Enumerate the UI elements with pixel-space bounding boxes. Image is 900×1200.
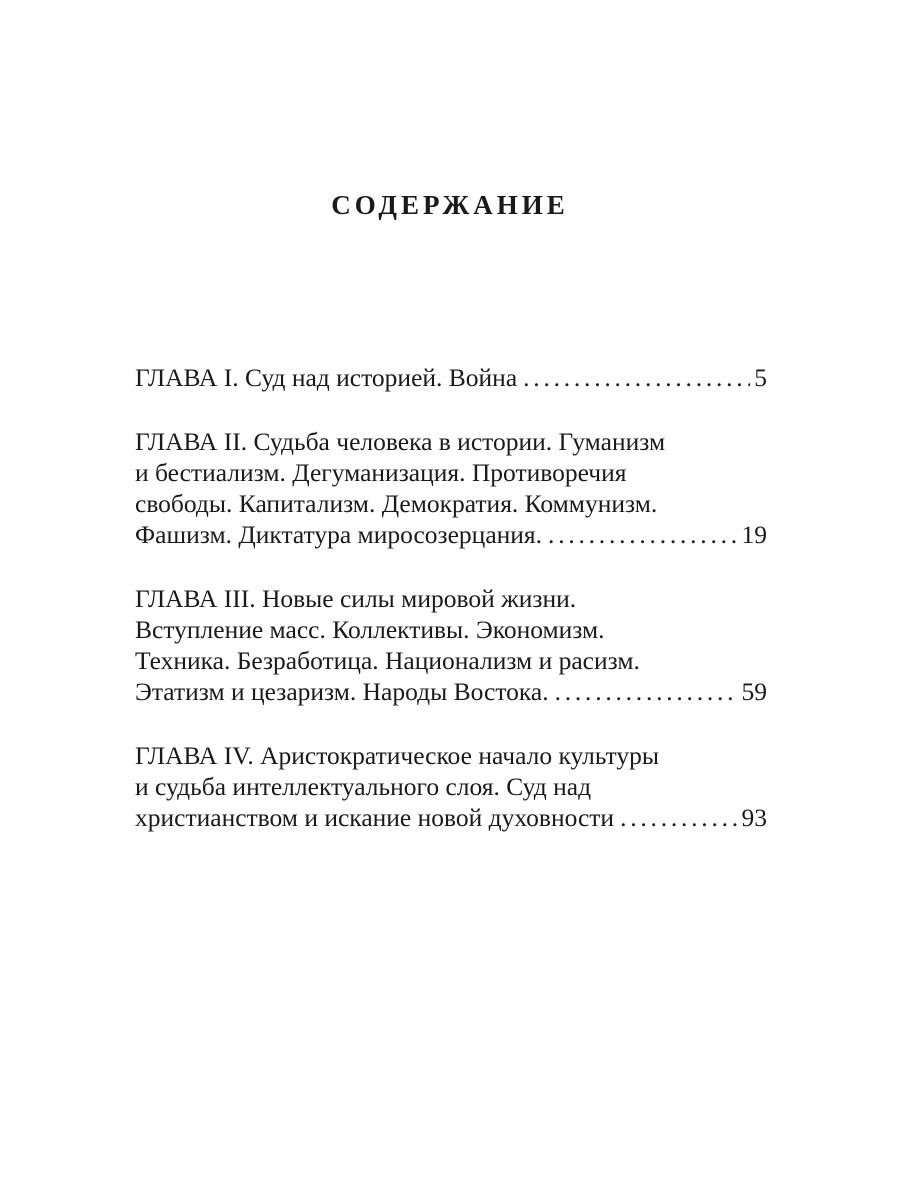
dot-leader (548, 519, 737, 550)
toc-entry-last-line (135, 519, 767, 550)
toc-entry-text: Вступление масс. Коллективы. Экономизм. (135, 615, 605, 644)
dot-leader (555, 676, 738, 707)
toc-entry-text: христианством и искание новой духовности (135, 803, 615, 832)
toc-entry-text: свободы. Капитализм. Демократия. Коммунизм. (135, 489, 658, 518)
dot-leader (523, 362, 750, 393)
toc-entry-text: и бестиализм. Дегуманизация. Противоречия (135, 458, 627, 487)
toc-heading: СОДЕРЖАНИЕ (331, 190, 569, 220)
page-number: 5 (754, 363, 767, 392)
toc-entry-text: ГЛАВА II. Судьба человека в истории. Гуманизм (135, 427, 666, 456)
table-of-contents (135, 362, 767, 866)
page-number: 19 (741, 520, 767, 549)
toc-entry-text: Этатизм и цезаризм. Народы Востока. (135, 677, 549, 706)
toc-entry-text: Техника. Безработица. Национализм и расизм. (135, 646, 640, 675)
toc-entry-text: ГЛАВА IV. Аристократическое начало культуры (135, 741, 659, 770)
toc-entry-last-line (135, 802, 767, 833)
page-number: 93 (741, 803, 767, 832)
toc-entry-text: ГЛАВА III. Новые силы мировой жизни. (135, 584, 577, 613)
dot-leader (620, 802, 737, 833)
toc-entry-chapter-2[interactable] (135, 426, 767, 550)
toc-entry-text: и судьба интеллектуального слоя. Суд над (135, 772, 592, 801)
toc-entry-text: ГЛАВА I. Суд над историей. Война (135, 363, 518, 392)
toc-entry-last-line (135, 676, 767, 707)
toc-entry-last-line (135, 362, 767, 393)
toc-entry-chapter-4[interactable] (135, 740, 767, 833)
toc-entry-chapter-1[interactable] (135, 362, 767, 393)
toc-entry-chapter-3[interactable] (135, 583, 767, 707)
toc-entry-text: Фашизм. Диктатура миросозерцания. (135, 520, 543, 549)
page-number: 59 (741, 677, 767, 706)
